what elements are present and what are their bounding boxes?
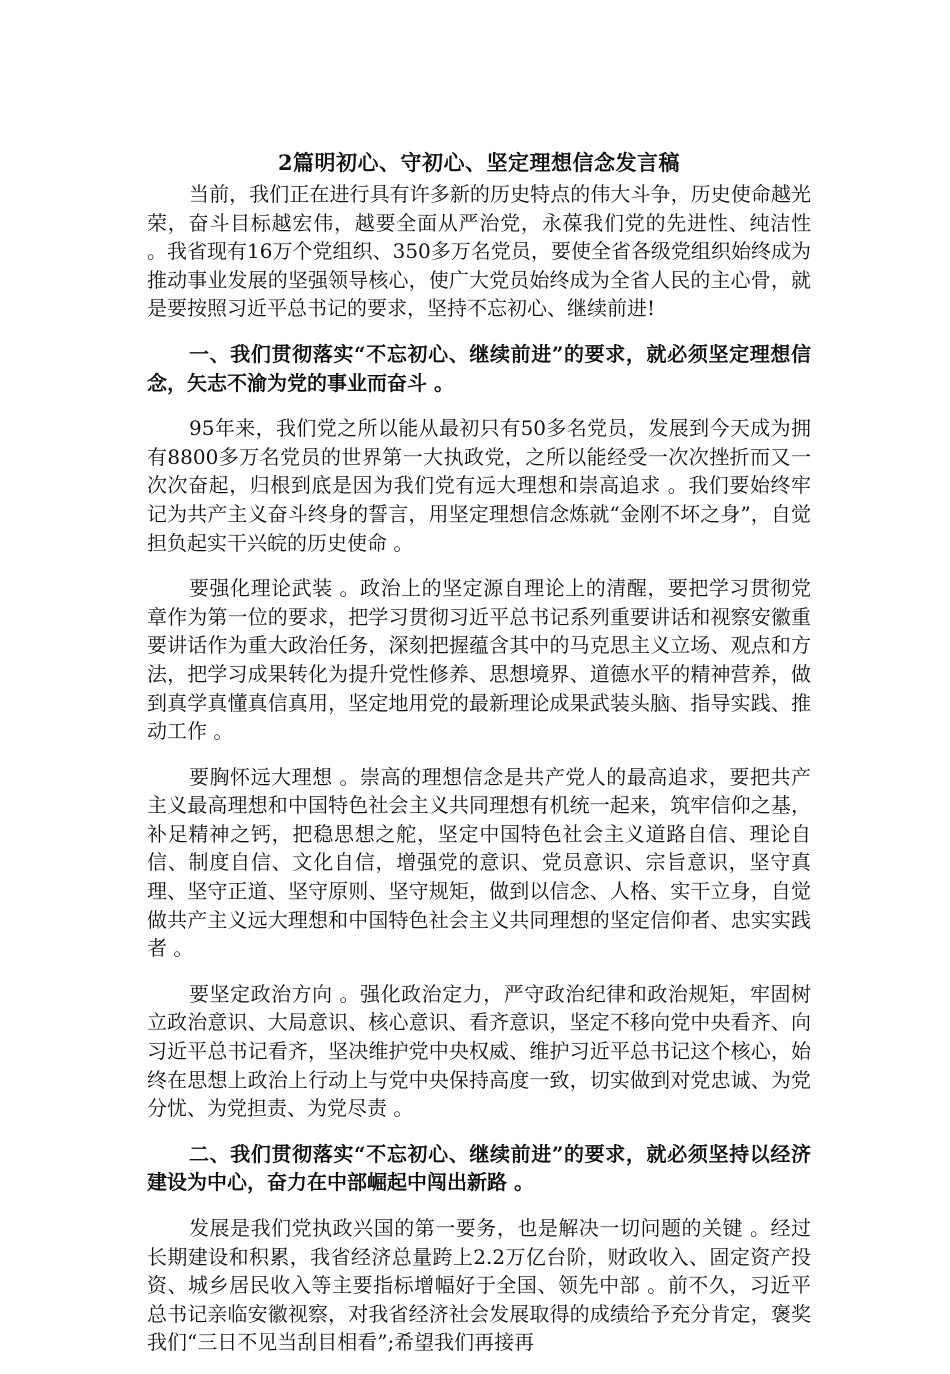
body-paragraph: 要强化理论武装 。政治上的坚定源自理论上的清醒，要把学习贯彻党章作为第一位的要求，把学习贯彻习近平总书记系列重要讲话和视察安徽重要讲话作为重大政治任务，深刻把握蕴含其中的马克思主义立场、观点和方法，把学习成果转化为提升党性修养、思想境界、道德水平的精神营养，做到真学真懂真信真用，坚定地用党的最新理论成果武装头脑、指导实践、推动工作 。 [147,576,811,744]
body-paragraph: 95年来，我们党之所以能从最初只有50多名党员，发展到今天成为拥有8800多万名党员的世界第一大执政党，之所以能经受一次次挫折而又一次次奋起，归根到底是因为我们党有远大理想和崇高追求 。我们要始终牢记为共产主义奋斗终身的誓言，用坚定理想信念炼就“金刚不坏之身”，自觉担负起实干兴皖的历史使命 。 [147,416,811,555]
body-paragraph: 当前，我们正在进行具有许多新的历史特点的伟大斗争，历史使命越光荣，奋斗目标越宏伟，越要全面从严治党，永葆我们党的先进性、纯洁性 。我省现有16万个党组织、350多万名党员，要使全省各级党组织始终成为推动事业发展的坚强领导核心，使广大党员始终成为全省人民的主心骨，就是要按照习近平总书记的要求，坚持不忘初心、继续前进! [147,182,811,321]
document-page [147,148,811,1374]
section-heading: 一、我们贯彻落实“不忘初心、继续前进”的要求，就必须坚定理想信念，矢志不渝为党的事业而奋斗 。 [147,341,811,395]
section-heading: 二、我们贯彻落实“不忘初心、继续前进”的要求，就必须坚持以经济建设为中心，奋力在中部崛起中闯出新路 。 [147,1141,811,1195]
body-paragraph: 发展是我们党执政兴国的第一要务，也是解决一切问题的关键 。经过长期建设和积累，我省经济总量跨上2.2万亿台阶，财政收入、固定资产投资、城乡居民收入等主要指标增幅好于全国、领先中部 。前不久，习近平总书记亲临安徽视察，对我省经济社会发展取得的成绩给予充分肯定，褒奖我们“三日不见当刮目相看”;希望我们再接再 [147,1216,811,1355]
body-paragraph: 要坚定政治方向 。强化政治定力，严守政治纪律和政治规矩，牢固树立政治意识、大局意识、核心意识、看齐意识，坚定不移向党中央看齐、向习近平总书记看齐，坚决维护党中央权威、维护习近平总书记这个核心，始终在思想上政治上行动上与党中央保持高度一致，切实做到对党忠诚、为党分忧、为党担责、为党尽责 。 [147,981,811,1121]
body-paragraph: 要胸怀远大理想 。崇高的理想信念是共产党人的最高追求，要把共产主义最高理想和中国特色社会主义共同理想有机统一起来，筑牢信仰之基，补足精神之钙，把稳思想之舵，坚定中国特色社会主义道路自信、理论自信、制度自信、文化自信，增强党的意识、党员意识、宗旨意识，坚守真理、坚守正道、坚守原则、坚守规矩，做到以信念、人格、实干立身，自觉做共产主义远大理想和中国特色社会主义共同理想的坚定信仰者、忠实实践者 。 [147,764,811,961]
document-title: 2篇明初心、守初心、坚定理想信念发言稿 [277,150,681,175]
